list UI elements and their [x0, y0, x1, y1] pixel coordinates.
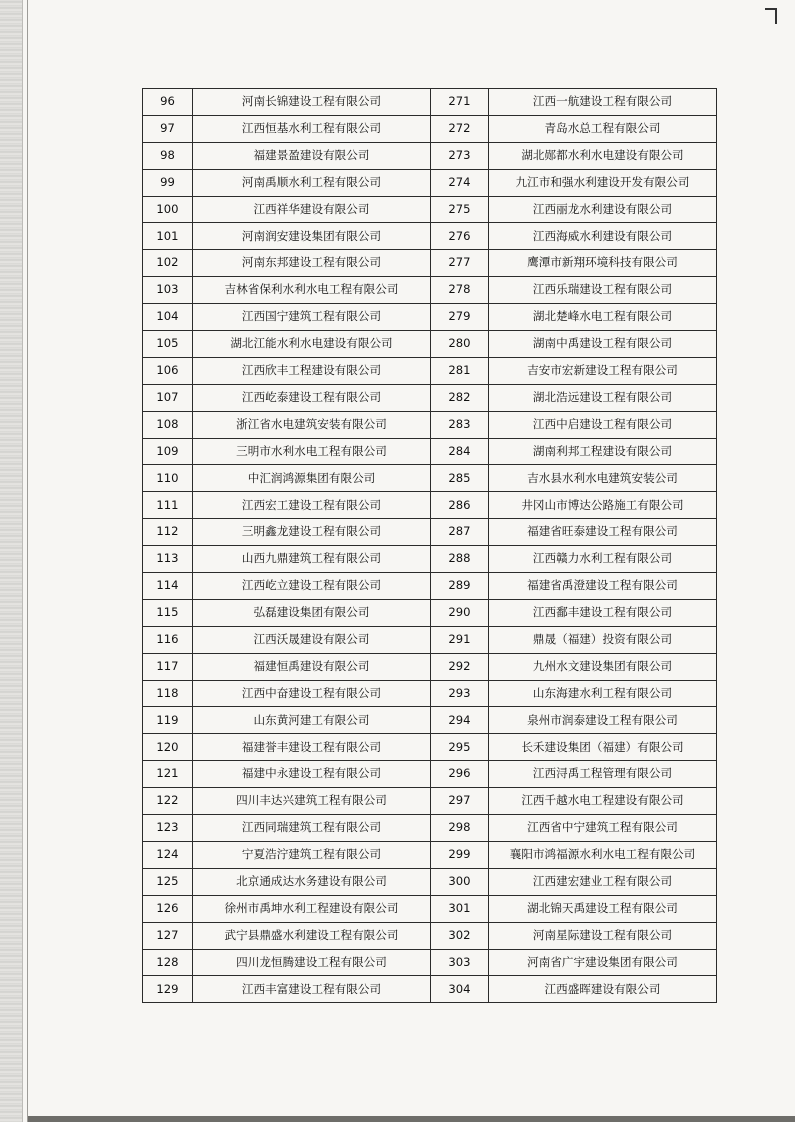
row-number-right: 292	[431, 653, 489, 680]
row-number-left: 120	[143, 734, 193, 761]
row-number-right: 275	[431, 196, 489, 223]
row-number-right: 288	[431, 546, 489, 573]
row-number-right: 281	[431, 357, 489, 384]
table-row	[143, 384, 717, 411]
table-row	[143, 519, 717, 546]
table-row	[143, 788, 717, 815]
company-name-left: 山东黄河建工有限公司	[193, 707, 431, 734]
row-number-left: 110	[143, 465, 193, 492]
row-number-left: 111	[143, 492, 193, 519]
row-number-right: 280	[431, 331, 489, 358]
scan-binding-edge	[0, 0, 23, 1122]
row-number-left: 114	[143, 573, 193, 600]
company-name-left: 徐州市禹坤水利工程建设有限公司	[193, 895, 431, 922]
scan-edge-line	[27, 0, 28, 1122]
company-name-left: 福建恒禹建设有限公司	[193, 653, 431, 680]
table-row	[143, 411, 717, 438]
table-row	[143, 142, 717, 169]
scan-bottom-edge	[28, 1116, 795, 1122]
company-name-right: 鼎晟（福建）投资有限公司	[489, 626, 717, 653]
row-number-left: 128	[143, 949, 193, 976]
row-number-right: 304	[431, 976, 489, 1003]
company-name-right: 山东海建水利工程有限公司	[489, 680, 717, 707]
row-number-left: 123	[143, 815, 193, 842]
table-row	[143, 976, 717, 1003]
company-name-right: 湖北浩远建设工程有限公司	[489, 384, 717, 411]
row-number-right: 271	[431, 89, 489, 116]
row-number-right: 279	[431, 304, 489, 331]
row-number-left: 98	[143, 142, 193, 169]
company-list-body	[143, 89, 717, 1003]
table-row	[143, 277, 717, 304]
table-row	[143, 169, 717, 196]
company-name-right: 九州水文建设集团有限公司	[489, 653, 717, 680]
company-name-right: 九江市和强水利建设开发有限公司	[489, 169, 717, 196]
company-name-left: 河南润安建设集团有限公司	[193, 223, 431, 250]
row-number-right: 297	[431, 788, 489, 815]
company-name-right: 江西建宏建业工程有限公司	[489, 868, 717, 895]
row-number-left: 119	[143, 707, 193, 734]
company-name-left: 浙江省水电建筑安装有限公司	[193, 411, 431, 438]
company-name-left: 江西屹立建设工程有限公司	[193, 573, 431, 600]
row-number-left: 126	[143, 895, 193, 922]
table-row	[143, 734, 717, 761]
crop-corner-mark	[765, 8, 777, 24]
company-name-left: 福建誉丰建设工程有限公司	[193, 734, 431, 761]
company-name-left: 河南长锦建设工程有限公司	[193, 89, 431, 116]
table-row	[143, 196, 717, 223]
company-name-right: 河南星际建设工程有限公司	[489, 922, 717, 949]
company-name-left: 三明鑫龙建设工程有限公司	[193, 519, 431, 546]
table-row	[143, 707, 717, 734]
table-row	[143, 868, 717, 895]
company-name-right: 鹰潭市新翔环境科技有限公司	[489, 250, 717, 277]
row-number-right: 296	[431, 761, 489, 788]
row-number-right: 276	[431, 223, 489, 250]
table-row	[143, 89, 717, 116]
table-row	[143, 761, 717, 788]
row-number-right: 272	[431, 115, 489, 142]
company-name-left: 福建中永建设工程有限公司	[193, 761, 431, 788]
table-row	[143, 465, 717, 492]
company-name-left: 江西国宁建筑工程有限公司	[193, 304, 431, 331]
row-number-left: 104	[143, 304, 193, 331]
company-name-right: 青岛水总工程有限公司	[489, 115, 717, 142]
table-row	[143, 492, 717, 519]
table-row	[143, 680, 717, 707]
row-number-right: 273	[431, 142, 489, 169]
row-number-right: 301	[431, 895, 489, 922]
company-name-right: 吉安市宏新建设工程有限公司	[489, 357, 717, 384]
company-name-left: 三明市水利水电工程有限公司	[193, 438, 431, 465]
row-number-left: 118	[143, 680, 193, 707]
company-name-left: 四川龙恒腾建设工程有限公司	[193, 949, 431, 976]
company-name-left: 江西中奋建设工程有限公司	[193, 680, 431, 707]
row-number-right: 298	[431, 815, 489, 842]
company-name-left: 江西同瑞建筑工程有限公司	[193, 815, 431, 842]
row-number-right: 300	[431, 868, 489, 895]
company-name-left: 弘磊建设集团有限公司	[193, 599, 431, 626]
company-name-right: 江西中启建设工程有限公司	[489, 411, 717, 438]
company-name-left: 江西祥华建设有限公司	[193, 196, 431, 223]
table-row	[143, 573, 717, 600]
company-name-left: 武宁县鼎盛水利建设工程有限公司	[193, 922, 431, 949]
company-name-left: 湖北江能水利水电建设有限公司	[193, 331, 431, 358]
row-number-right: 284	[431, 438, 489, 465]
row-number-left: 108	[143, 411, 193, 438]
company-name-right: 湖南利邦工程建设有限公司	[489, 438, 717, 465]
table-row	[143, 223, 717, 250]
row-number-left: 96	[143, 89, 193, 116]
company-list-table	[142, 88, 717, 1003]
row-number-right: 293	[431, 680, 489, 707]
company-name-right: 江西千越水电工程建设有限公司	[489, 788, 717, 815]
row-number-right: 303	[431, 949, 489, 976]
company-name-left: 江西恒基水利工程有限公司	[193, 115, 431, 142]
table-row	[143, 331, 717, 358]
company-name-right: 长禾建设集团（福建）有限公司	[489, 734, 717, 761]
row-number-right: 290	[431, 599, 489, 626]
company-name-left: 福建景盈建设有限公司	[193, 142, 431, 169]
row-number-right: 282	[431, 384, 489, 411]
row-number-left: 127	[143, 922, 193, 949]
row-number-right: 286	[431, 492, 489, 519]
company-name-left: 江西丰富建设工程有限公司	[193, 976, 431, 1003]
company-name-right: 江西浔禹工程管理有限公司	[489, 761, 717, 788]
row-number-right: 278	[431, 277, 489, 304]
row-number-left: 115	[143, 599, 193, 626]
company-name-right: 吉水县水利水电建筑安装公司	[489, 465, 717, 492]
row-number-right: 287	[431, 519, 489, 546]
company-name-right: 湖北楚峰水电工程有限公司	[489, 304, 717, 331]
table-row	[143, 250, 717, 277]
company-name-right: 江西乐瑞建设工程有限公司	[489, 277, 717, 304]
table-row	[143, 922, 717, 949]
table-row	[143, 895, 717, 922]
table-row	[143, 841, 717, 868]
table-row	[143, 304, 717, 331]
company-name-right: 湖北郧都水利水电建设有限公司	[489, 142, 717, 169]
company-name-left: 江西宏工建设工程有限公司	[193, 492, 431, 519]
row-number-left: 100	[143, 196, 193, 223]
row-number-left: 122	[143, 788, 193, 815]
row-number-right: 299	[431, 841, 489, 868]
company-name-left: 江西屹泰建设工程有限公司	[193, 384, 431, 411]
row-number-left: 109	[143, 438, 193, 465]
row-number-left: 121	[143, 761, 193, 788]
row-number-left: 101	[143, 223, 193, 250]
row-number-right: 295	[431, 734, 489, 761]
company-name-left: 河南禹顺水利工程有限公司	[193, 169, 431, 196]
company-name-right: 泉州市润泰建设工程有限公司	[489, 707, 717, 734]
company-name-left: 河南东邦建设工程有限公司	[193, 250, 431, 277]
company-name-right: 江西一航建设工程有限公司	[489, 89, 717, 116]
company-name-left: 北京通成达水务建设有限公司	[193, 868, 431, 895]
row-number-left: 116	[143, 626, 193, 653]
company-name-right: 江西鄱丰建设工程有限公司	[489, 599, 717, 626]
row-number-left: 107	[143, 384, 193, 411]
row-number-left: 97	[143, 115, 193, 142]
table-row	[143, 546, 717, 573]
company-name-right: 江西海威水利建设有限公司	[489, 223, 717, 250]
row-number-right: 289	[431, 573, 489, 600]
row-number-right: 277	[431, 250, 489, 277]
row-number-right: 302	[431, 922, 489, 949]
table-row	[143, 653, 717, 680]
table-row	[143, 626, 717, 653]
row-number-left: 124	[143, 841, 193, 868]
row-number-right: 291	[431, 626, 489, 653]
company-name-right: 福建省旺泰建设工程有限公司	[489, 519, 717, 546]
row-number-left: 117	[143, 653, 193, 680]
row-number-left: 113	[143, 546, 193, 573]
company-name-left: 宁夏浩泞建筑工程有限公司	[193, 841, 431, 868]
row-number-left: 99	[143, 169, 193, 196]
company-name-right: 襄阳市鸿福源水利水电工程有限公司	[489, 841, 717, 868]
company-name-right: 井冈山市博达公路施工有限公司	[489, 492, 717, 519]
company-name-left: 中汇润鸿源集团有限公司	[193, 465, 431, 492]
company-name-left: 四川丰达兴建筑工程有限公司	[193, 788, 431, 815]
company-name-left: 江西欣丰工程建设有限公司	[193, 357, 431, 384]
company-name-right: 江西盛晖建设有限公司	[489, 976, 717, 1003]
row-number-left: 112	[143, 519, 193, 546]
row-number-left: 105	[143, 331, 193, 358]
company-name-left: 山西九鼎建筑工程有限公司	[193, 546, 431, 573]
table-row	[143, 438, 717, 465]
company-name-left: 吉林省保利水利水电工程有限公司	[193, 277, 431, 304]
company-name-right: 江西丽龙水利建设有限公司	[489, 196, 717, 223]
company-name-right: 江西省中宁建筑工程有限公司	[489, 815, 717, 842]
table-row	[143, 949, 717, 976]
row-number-right: 285	[431, 465, 489, 492]
row-number-left: 125	[143, 868, 193, 895]
company-name-right: 江西赣力水利工程有限公司	[489, 546, 717, 573]
row-number-right: 274	[431, 169, 489, 196]
company-name-left: 江西沃晟建设有限公司	[193, 626, 431, 653]
row-number-right: 294	[431, 707, 489, 734]
row-number-left: 129	[143, 976, 193, 1003]
table-row	[143, 357, 717, 384]
company-name-right: 湖北锦天禹建设工程有限公司	[489, 895, 717, 922]
company-name-right: 湖南中禹建设工程有限公司	[489, 331, 717, 358]
row-number-right: 283	[431, 411, 489, 438]
row-number-left: 103	[143, 277, 193, 304]
row-number-left: 106	[143, 357, 193, 384]
table-row	[143, 599, 717, 626]
company-name-right: 河南省广宇建设集团有限公司	[489, 949, 717, 976]
company-name-right: 福建省禹澄建设工程有限公司	[489, 573, 717, 600]
table-row	[143, 115, 717, 142]
table-row	[143, 815, 717, 842]
row-number-left: 102	[143, 250, 193, 277]
